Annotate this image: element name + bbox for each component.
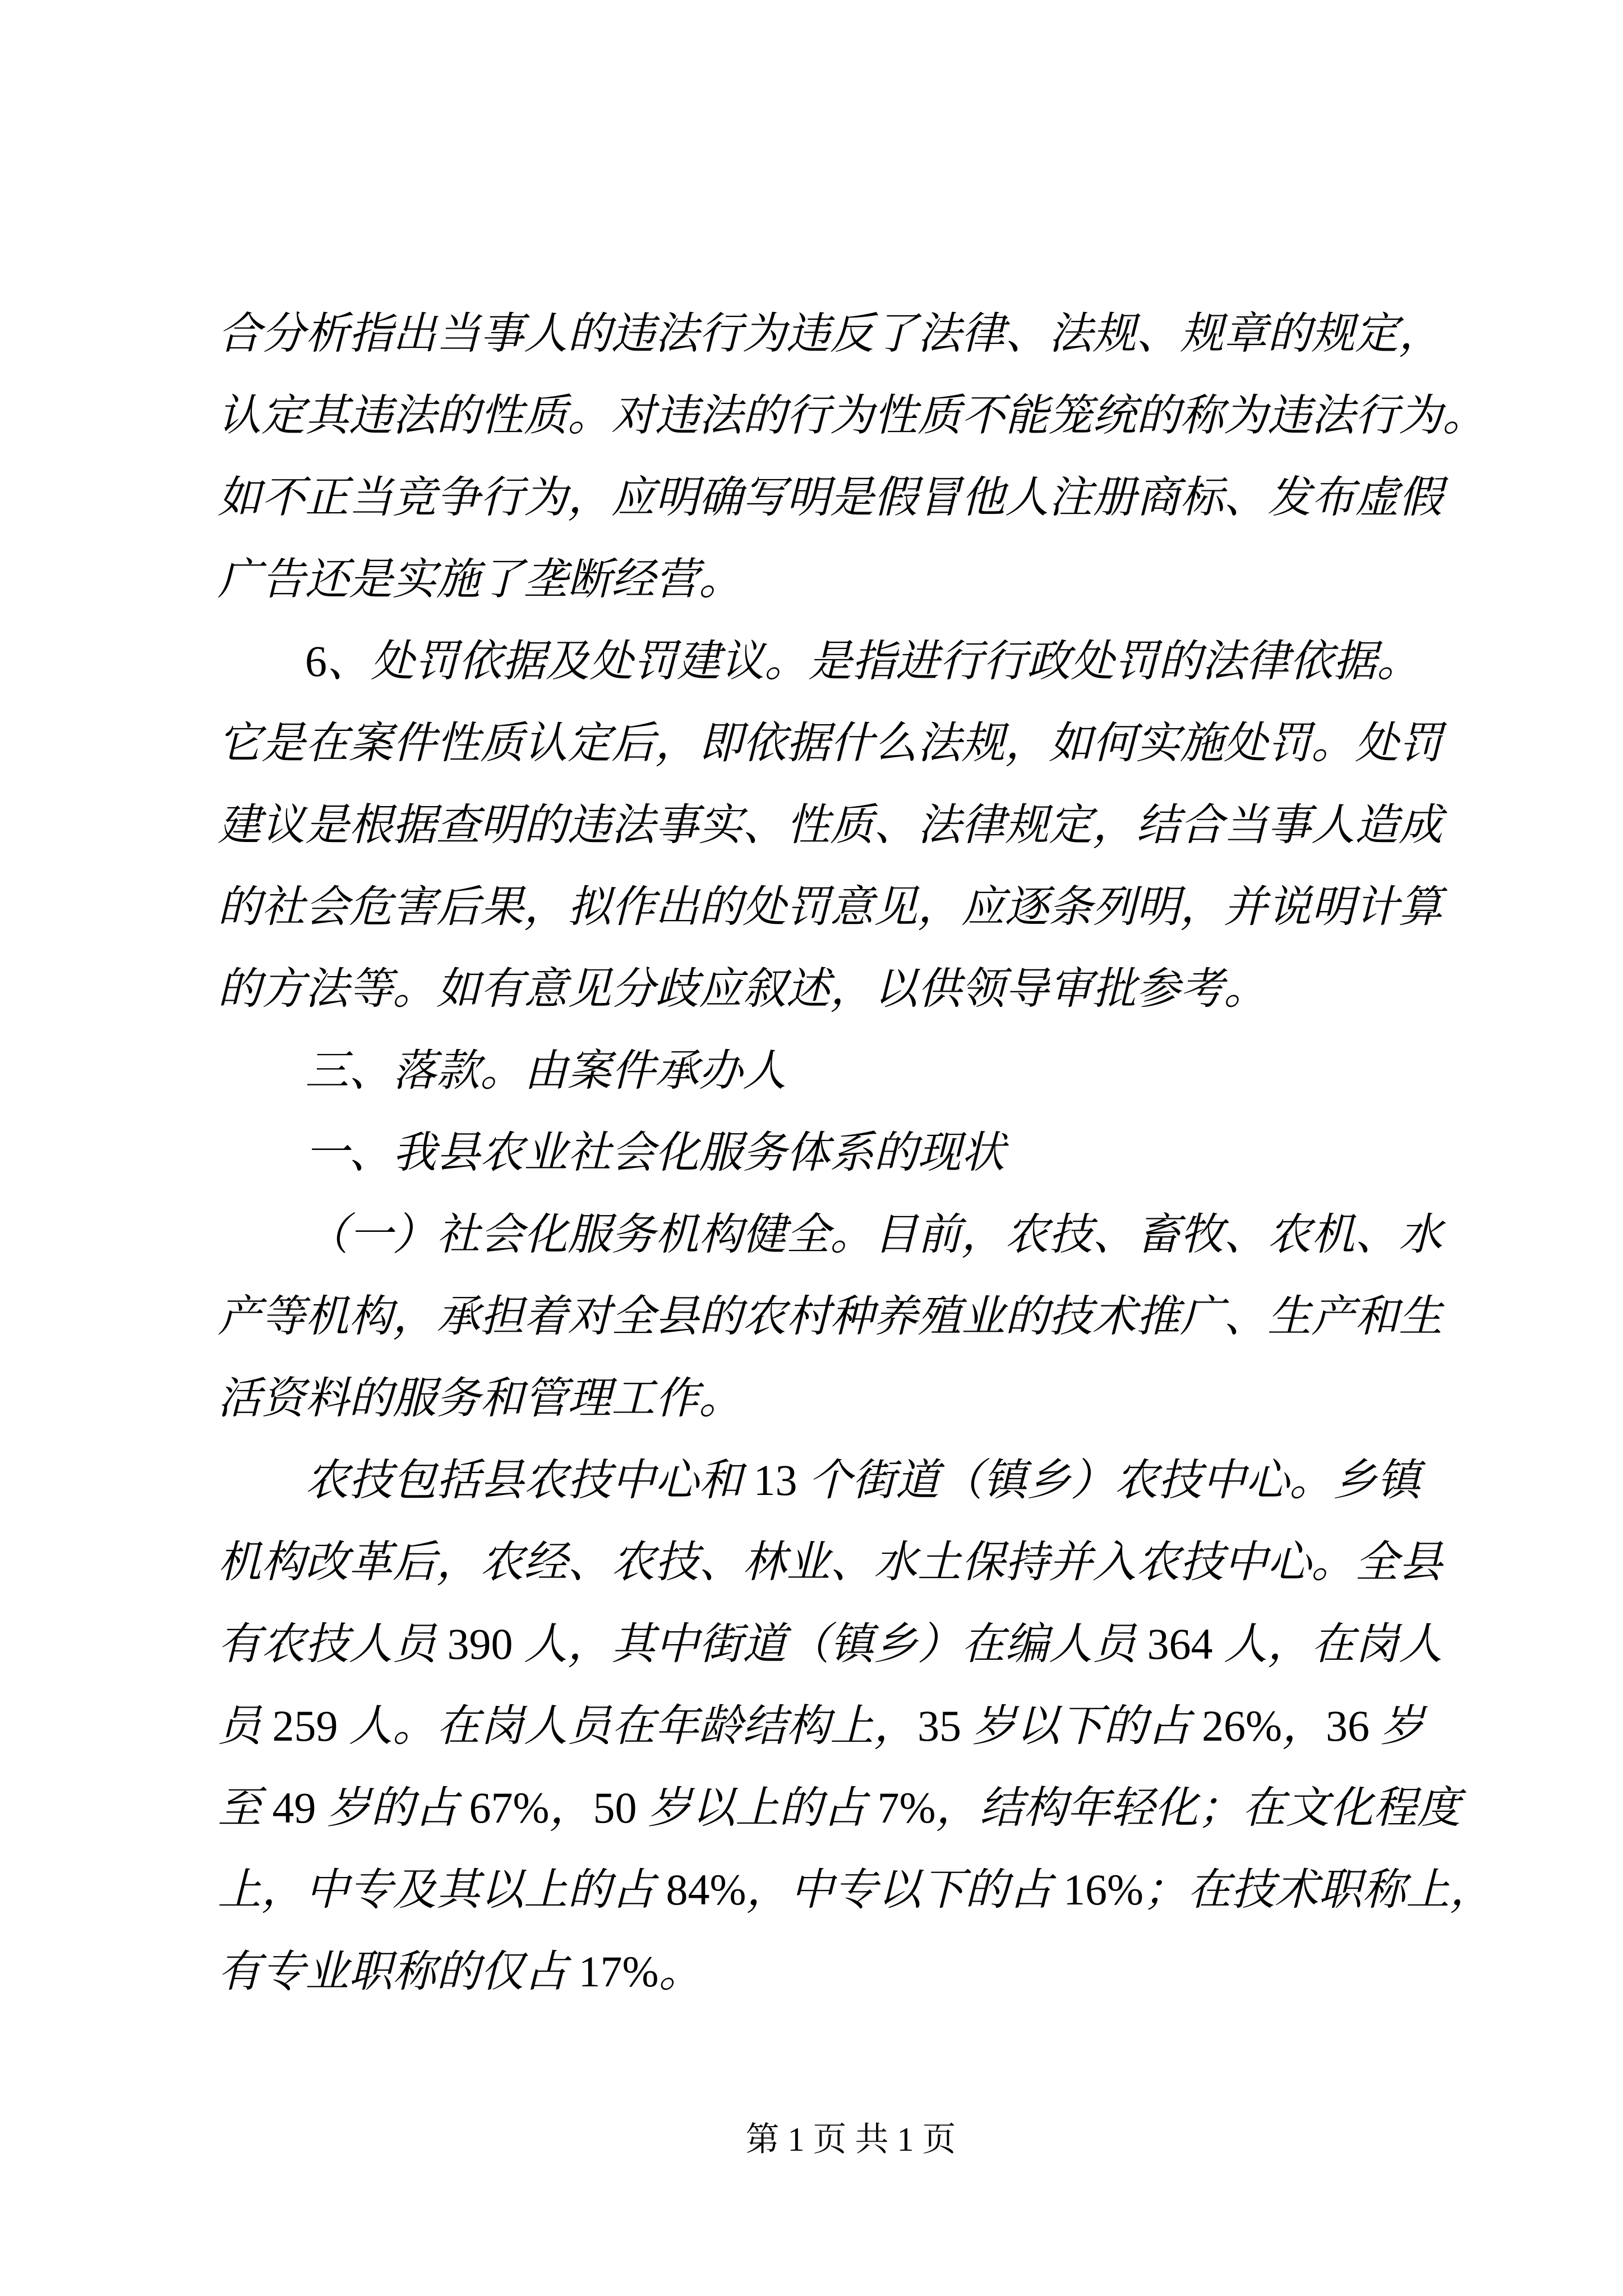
latin-number: 13	[753, 1456, 797, 1504]
cjk-text: 、处罚依据及处罚建议。是指进行行政处罚的法律依据。	[327, 637, 1421, 685]
cjk-text: 的方法等。如有意见分歧应叙述，以供领导审批参考。	[218, 964, 1268, 1013]
cjk-text: 农技包括县农技中心和	[305, 1456, 754, 1504]
page-footer	[239, 2119, 1463, 2160]
cjk-text: 至	[218, 1783, 273, 1832]
latin-number: 50	[593, 1783, 637, 1832]
cjk-text: ；在技术职称上，	[1144, 1865, 1494, 1914]
cjk-text: 一、我县农业社会化服务体系的现状	[305, 1128, 1006, 1177]
cjk-text: 岁的占	[316, 1783, 469, 1832]
text-line	[218, 539, 1441, 620]
cjk-text: 合分析指出当事人的违法行为违反了法律、法规、规章的规定，	[218, 309, 1443, 358]
text-line	[218, 620, 1441, 702]
cjk-text: 。	[658, 1947, 703, 1996]
latin-number: 390	[447, 1619, 513, 1668]
text-line	[218, 1931, 1441, 2013]
cjk-text: ，结构年轻化；在文化程度	[935, 1783, 1461, 1832]
text-line	[218, 1849, 1494, 1931]
latin-number: 7%	[877, 1783, 936, 1832]
cjk-text: 机构改革后，农经、农技、林业、水土保持并入农技中心。全县	[218, 1538, 1443, 1586]
latin-number: 84%	[666, 1865, 746, 1914]
cjk-text: ，中专以下的占	[746, 1865, 1064, 1914]
cjk-text: 上，中专及其以上的占	[218, 1865, 666, 1914]
text-line	[218, 1194, 1441, 1276]
text-line	[218, 1112, 1441, 1194]
latin-number: 16%	[1063, 1865, 1144, 1914]
page-number-text: 第 1 页 共 1 页	[745, 2121, 956, 2158]
cjk-text: （一）社会化服务机构健全。目前，农技、畜牧、农机、水	[305, 1210, 1443, 1259]
cjk-text: 人。在岗人员在年龄结构上，	[338, 1701, 918, 1750]
cjk-text: ，	[549, 1783, 593, 1832]
text-line	[218, 1767, 1461, 1849]
latin-number: 259	[272, 1701, 338, 1750]
text-line	[218, 1030, 1441, 1112]
cjk-text: 岁以上的占	[637, 1783, 878, 1832]
cjk-text: 活资料的服务和管理工作。	[218, 1374, 743, 1423]
cjk-text: 建议是根据查明的违法事实、性质、法律规定，结合当事人造成	[218, 800, 1443, 849]
cjk-text: 产等机构，承担着对全县的农村种养殖业的技术推广、生产和生	[218, 1292, 1443, 1341]
latin-number: 6	[305, 637, 327, 685]
latin-number: 35	[917, 1701, 962, 1750]
text-line	[218, 1439, 1441, 1521]
cjk-text: 人，在岗人	[1212, 1619, 1443, 1668]
cjk-text: ，	[1282, 1701, 1326, 1750]
text-line	[218, 1276, 1441, 1358]
text-line	[218, 702, 1441, 784]
text-line	[218, 1358, 1441, 1439]
cjk-text: 有农技人员	[218, 1619, 448, 1668]
text-line	[218, 375, 1487, 457]
latin-number: 36	[1326, 1701, 1370, 1750]
cjk-text: 员	[218, 1701, 273, 1750]
latin-number: 364	[1147, 1619, 1213, 1668]
cjk-text: 如不正当竞争行为，应明确写明是假冒他人注册商标、发布虚假	[218, 473, 1443, 522]
text-line	[218, 457, 1441, 539]
latin-number: 67%	[469, 1783, 550, 1832]
text-line	[218, 784, 1441, 866]
cjk-text: 广告还是实施了垄断经营。	[218, 555, 743, 604]
cjk-text: 有专业职称的仅占	[218, 1947, 579, 1996]
cjk-text: 它是在案件性质认定后，即依据什么法规，如何实施处罚。处罚	[218, 719, 1443, 767]
cjk-text: 的社会危害后果，拟作出的处罚意见，应逐条列明，并说明计算	[218, 882, 1443, 931]
text-line	[218, 1521, 1441, 1603]
cjk-text: 岁以下的占	[961, 1701, 1202, 1750]
text-line	[218, 1685, 1441, 1767]
text-line	[218, 293, 1441, 375]
cjk-text: 三、落款。由案件承办人	[305, 1046, 787, 1095]
cjk-text: 人，其中街道（镇乡）在编人员	[513, 1619, 1147, 1668]
text-line	[218, 1603, 1441, 1685]
latin-number: 49	[272, 1783, 316, 1832]
cjk-text: 个街道（镇乡）农技中心。乡镇	[797, 1456, 1421, 1504]
latin-number: 26%	[1202, 1701, 1283, 1750]
text-line	[218, 948, 1441, 1030]
latin-number: 17%	[578, 1947, 659, 1996]
document-body	[218, 293, 1494, 2013]
cjk-text: 认定其违法的性质。对违法的行为性质不能笼统的称为违法行为。	[218, 391, 1487, 440]
text-line	[218, 866, 1441, 948]
cjk-text: 岁	[1370, 1701, 1424, 1750]
